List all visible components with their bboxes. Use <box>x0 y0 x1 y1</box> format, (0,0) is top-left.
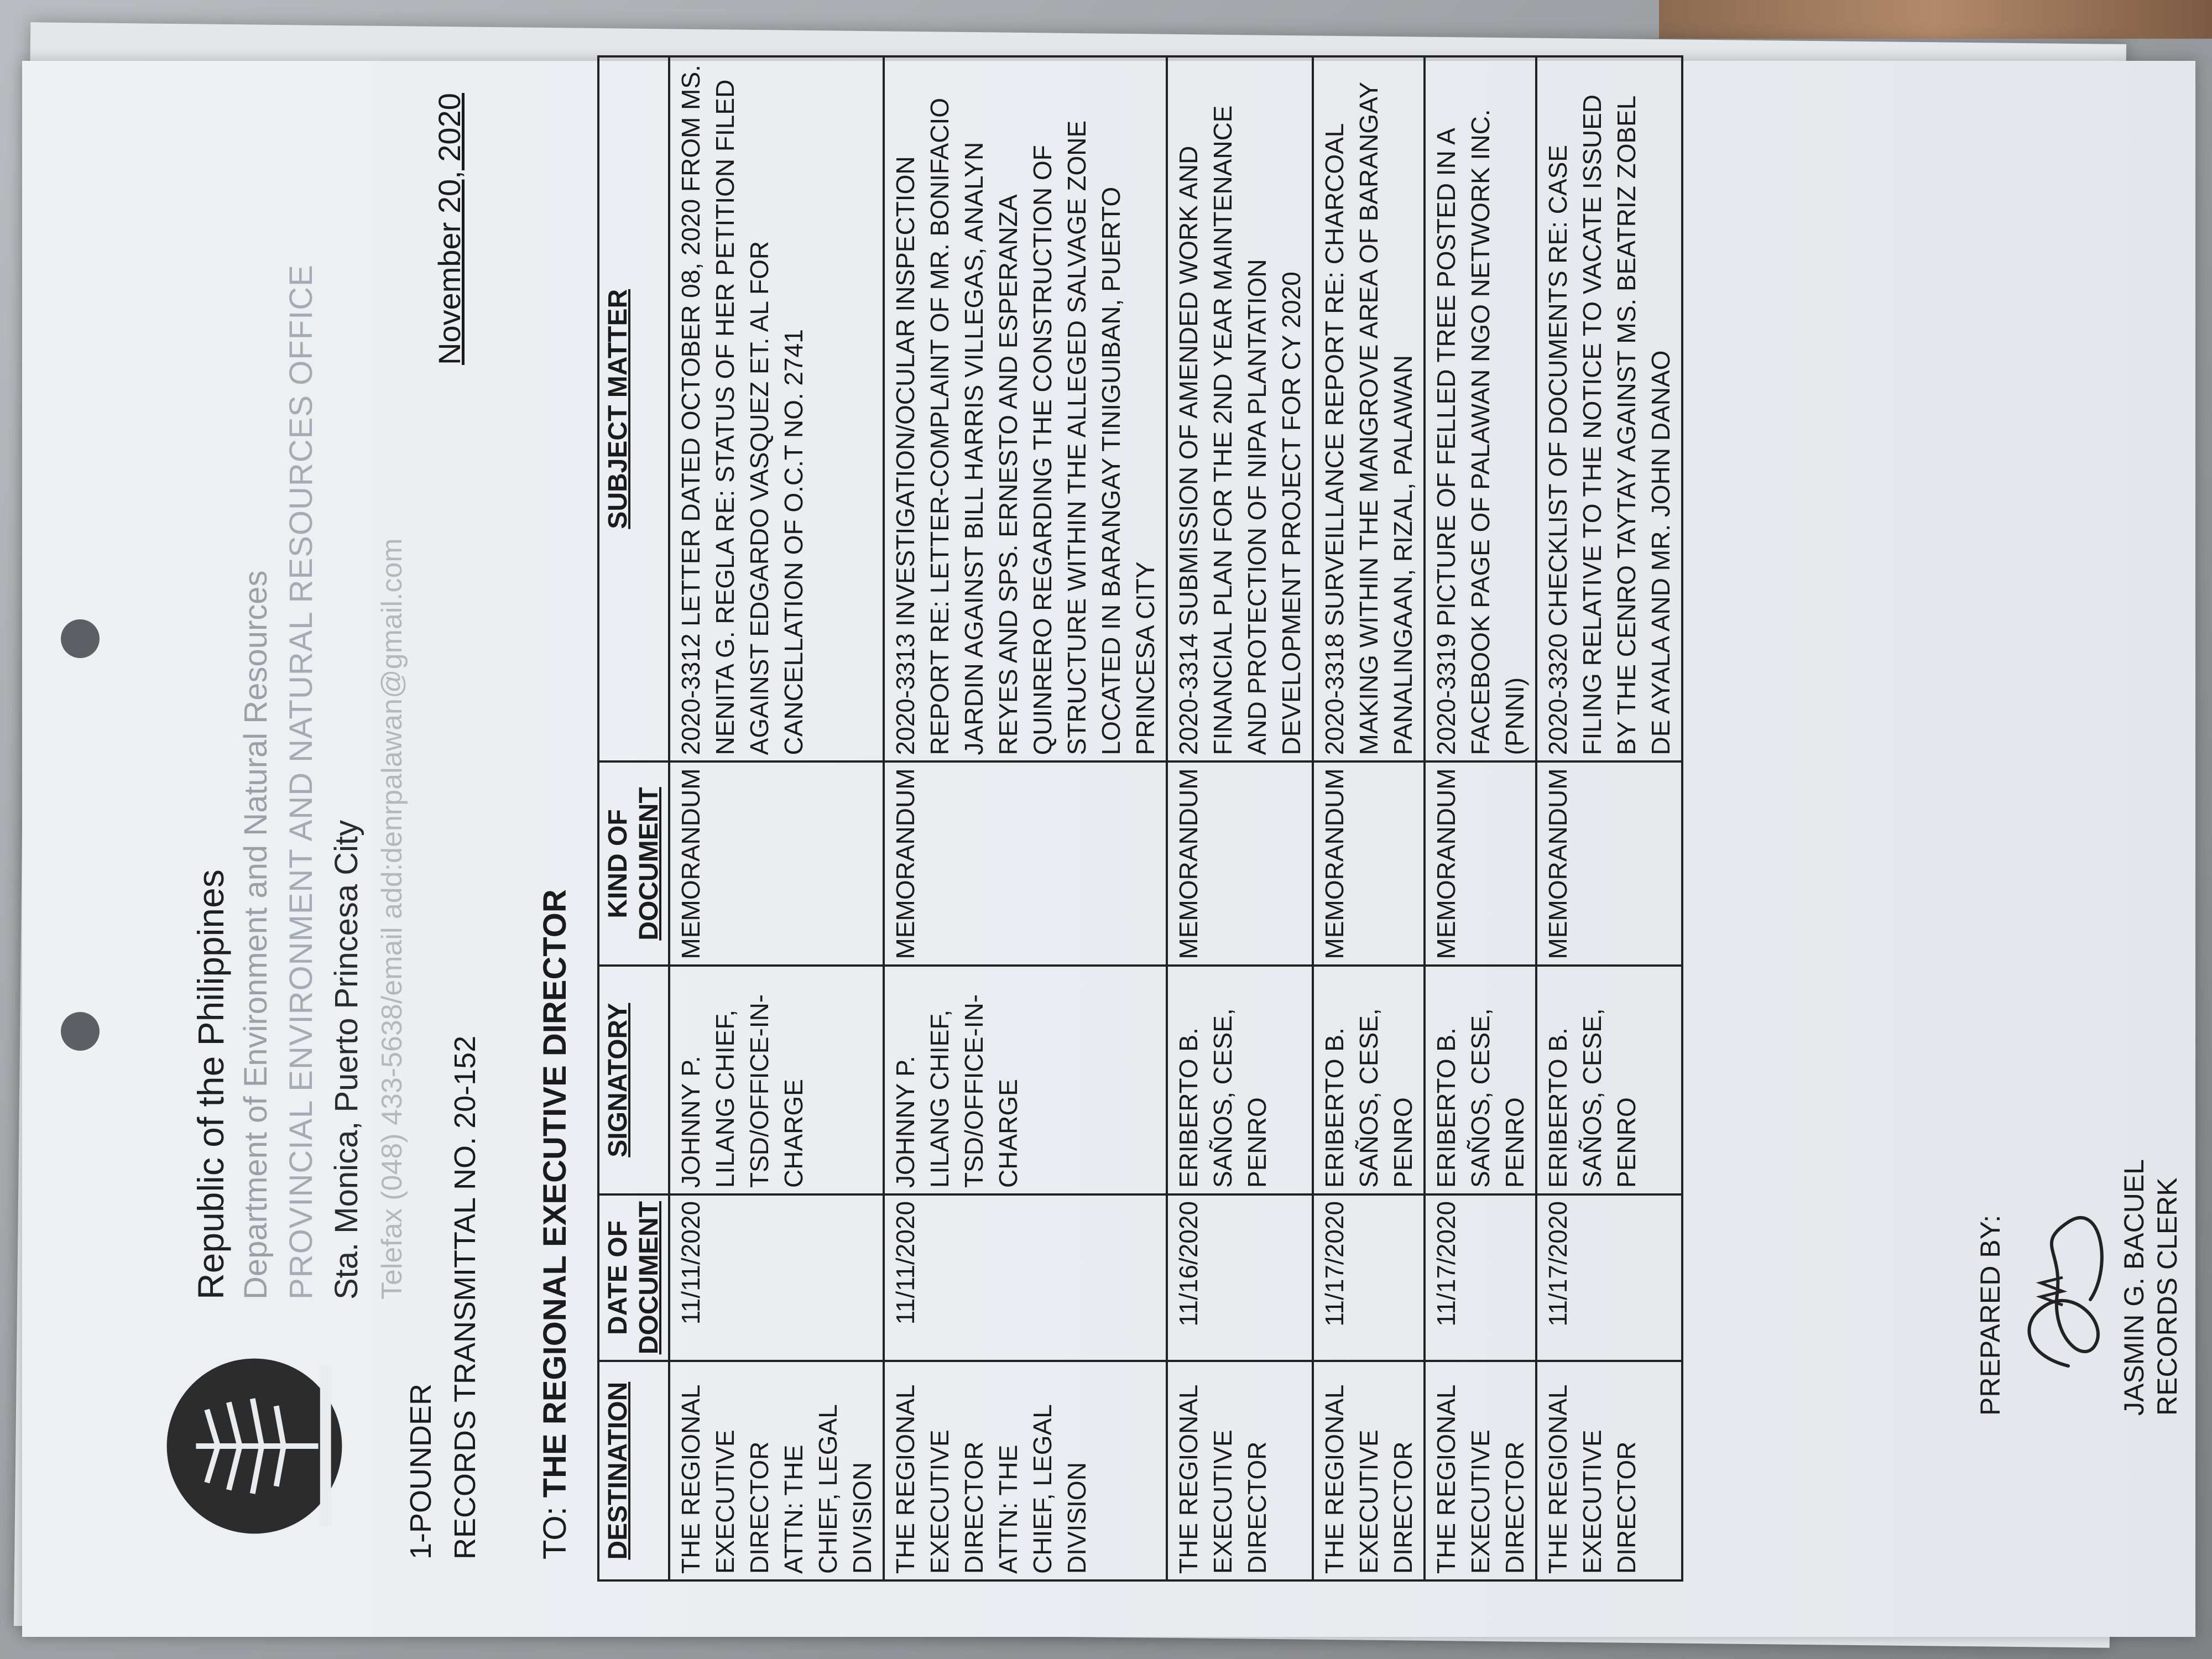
letterhead <box>188 264 415 1300</box>
transmittal-page <box>22 61 2195 1637</box>
preparer-title: RECORDS CLERK <box>2152 1177 2183 1416</box>
rotated-document <box>33 0 2212 1659</box>
cell-destination: THE REGIONAL EXECUTIVE DIRECTOR <box>1425 1361 1536 1580</box>
header-subject: SUBJECT MATTER <box>598 56 669 761</box>
cell-signatory: ERIBERTO B. SAÑOS, CESE, PENRO <box>1536 966 1682 1194</box>
punch-holes <box>61 619 100 1051</box>
cell-subject: 2020-3320 CHECKLIST OF DOCUMENTS RE: CASE FILING RELATIVE TO THE NOTICE TO VACATE ISSUED BY THE CENRO TAYTAY AGAINST MS. BEATRIZ ZOBEL DE AYALA AND MR. JOHN DANAO <box>1536 56 1682 761</box>
table-row <box>884 56 1167 1580</box>
table-row <box>1167 56 1313 1580</box>
header-signatory: SIGNATORY <box>598 966 669 1194</box>
cell-subject: 2020-3314 SUBMISSION OF AMENDED WORK AND FINANCIAL PLAN FOR THE 2ND YEAR MAINTENANCE AND PROTECTION OF NIPA PLANTATION DEVELOPMENT PROJECT FOR CY 2020 <box>1167 56 1313 761</box>
table-row <box>1313 56 1425 1580</box>
cell-destination: THE REGIONAL EXECUTIVE DIRECTOR <box>1167 1361 1313 1580</box>
table-header-row <box>598 56 669 1580</box>
cell-signatory: JOHNNY P. LILANG CHIEF, TSD/OFFICE-IN-CHARGE <box>884 966 1167 1194</box>
table-row <box>1536 56 1682 1580</box>
document-date: November 20, 2020 <box>432 93 467 365</box>
transmittal-table <box>597 55 1683 1582</box>
cell-date: 11/16/2020 <box>1167 1194 1313 1361</box>
cell-subject: 2020-3313 INVESTIGATION/OCULAR INSPECTION REPORT RE: LETTER-COMPLAINT OF MR. BONIFACIO JARDIN AGAINST BILL HARRIS VILLEGAS, ANALYN REYES AND SPS. ERNESTO AND ESPERANZA QUINRERO REGARDING THE CONSTRUCTION OF STRUCTURE WITHIN THE ALLEGED SALVAGE ZONE LOCATED IN BARANGAY TINIGUIBAN, PUERTO PRINCESA CITY <box>884 56 1167 761</box>
cell-destination: THE REGIONAL EXECUTIVE DIRECTOR <box>1313 1361 1425 1580</box>
denr-logo-icon <box>163 1355 346 1537</box>
cell-destination: THE REGIONAL EXECUTIVE DIRECTOR ATTN: THE CHIEF, LEGAL DIVISION <box>884 1361 1167 1580</box>
cell-kind: MEMORANDUM <box>1425 761 1536 966</box>
pounder-label: 1-POUNDER <box>404 1383 437 1559</box>
cell-subject: 2020-3312 LETTER DATED OCTOBER 08, 2020 FROM MS. NENITA G. REGLA RE: STATUS OF HER PETITION FILED AGAINST EDGARDO VASQUEZ ET. AL FOR CANCELLATION OF O.C.T NO. 2741 <box>669 56 884 761</box>
recipient-line <box>536 889 573 1559</box>
cell-signatory: ERIBERTO B. SAÑOS, CESE, PENRO <box>1313 966 1425 1194</box>
cell-kind: MEMORANDUM <box>1313 761 1425 966</box>
contact-line: Telefax (048) 433-5638/email add:denrpalawan@gmail.com <box>376 538 408 1300</box>
cell-date: 11/17/2020 <box>1313 1194 1425 1361</box>
header-date: DATE OF DOCUMENT <box>598 1194 669 1361</box>
recipient-prefix: TO: <box>537 1498 573 1559</box>
header-kind: KIND OF DOCUMENT <box>598 761 669 966</box>
cell-subject: 2020-3319 PICTURE OF FELLED TREE POSTED IN A FACEBOOK PAGE OF PALAWAN NGO NETWORK INC. (PNNI) <box>1425 56 1536 761</box>
republic-line: Republic of the Philippines <box>190 869 231 1300</box>
cell-kind: MEMORANDUM <box>1536 761 1682 966</box>
punch-hole <box>61 619 100 658</box>
cell-kind: MEMORANDUM <box>884 761 1167 966</box>
cell-signatory: ERIBERTO B. SAÑOS, CESE, PENRO <box>1167 966 1313 1194</box>
cell-date: 11/11/2020 <box>669 1194 884 1361</box>
department-line: Department of Environment and Natural Resources <box>238 570 274 1300</box>
transmittal-number: RECORDS TRANSMITTAL NO. 20-152 <box>448 1035 482 1559</box>
cell-subject: 2020-3318 SURVEILLANCE REPORT RE: CHARCOAL MAKING WITHIN THE MANGROVE AREA OF BARANGAY PANALINGAAN, RIZAL, PALAWAN <box>1313 56 1425 761</box>
table-row <box>669 56 884 1580</box>
prepared-by-label: PREPARED BY: <box>1975 1214 2006 1416</box>
cell-date: 11/11/2020 <box>884 1194 1167 1361</box>
recipient-name: THE REGIONAL EXECUTIVE DIRECTOR <box>537 889 573 1498</box>
handwritten-signature <box>2002 1189 2124 1388</box>
table-row <box>1425 56 1536 1580</box>
preparer-name: JASMIN G. BACUEL <box>2119 1159 2150 1416</box>
cell-kind: MEMORANDUM <box>1167 761 1313 966</box>
cell-destination: THE REGIONAL EXECUTIVE DIRECTOR <box>1536 1361 1682 1580</box>
cell-signatory: JOHNNY P. LILANG CHIEF, TSD/OFFICE-IN-CHARGE <box>669 966 884 1194</box>
punch-hole <box>61 1012 100 1051</box>
cell-date: 11/17/2020 <box>1425 1194 1536 1361</box>
address-line: Sta. Monica, Puerto Princesa City <box>328 820 364 1300</box>
office-line: PROVINCIAL ENVIRONMENT AND NATURAL RESOURCES OFFICE <box>283 264 319 1300</box>
cell-kind: MEMORANDUM <box>669 761 884 966</box>
cell-signatory: ERIBERTO B. SAÑOS, CESE, PENRO <box>1425 966 1536 1194</box>
cell-date: 11/17/2020 <box>1536 1194 1682 1361</box>
cell-destination: THE REGIONAL EXECUTIVE DIRECTOR ATTN: THE CHIEF, LEGAL DIVISION <box>669 1361 884 1580</box>
header-destination: DESTINATION <box>598 1361 669 1580</box>
